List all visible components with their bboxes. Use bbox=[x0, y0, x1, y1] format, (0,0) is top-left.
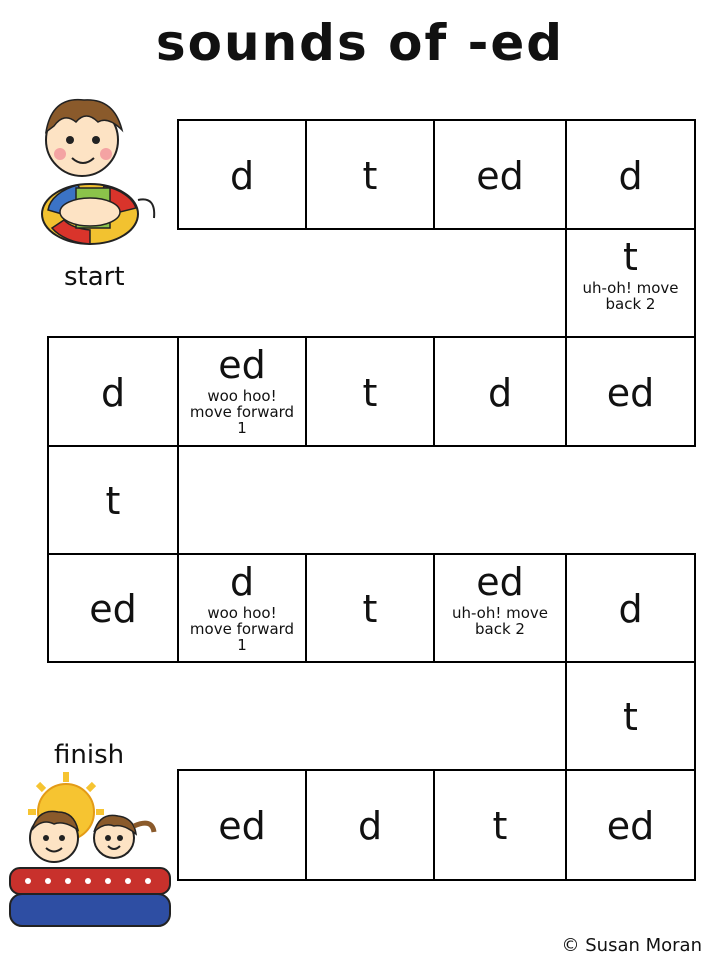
kids-pool-picture bbox=[8, 772, 174, 930]
finish-label: finish bbox=[54, 740, 125, 770]
space-sound: t bbox=[492, 804, 508, 848]
space-sound: ed bbox=[476, 153, 524, 198]
board-space bbox=[177, 119, 307, 230]
space-sound: ed bbox=[606, 804, 655, 848]
space-sound: d bbox=[229, 560, 255, 604]
space-sound: d bbox=[618, 587, 643, 631]
board-space bbox=[433, 553, 567, 663]
boy-swim-ring-picture bbox=[38, 92, 168, 264]
space-sound: d bbox=[487, 370, 513, 415]
board-space bbox=[433, 119, 567, 230]
board-space bbox=[305, 553, 435, 663]
board-space bbox=[47, 553, 179, 663]
space-sound: t bbox=[623, 235, 638, 279]
space-sound: d bbox=[618, 153, 643, 198]
board-space bbox=[305, 119, 435, 230]
space-sound: t bbox=[362, 153, 378, 198]
board-space bbox=[305, 769, 435, 881]
space-sound: t bbox=[105, 479, 121, 523]
board-space bbox=[565, 769, 696, 881]
board-space bbox=[565, 119, 696, 230]
space-sound: ed bbox=[89, 587, 137, 631]
board-space bbox=[305, 336, 435, 447]
page-title: sounds of -ed bbox=[155, 14, 565, 72]
space-instruction: woo hoo! move forward 1 bbox=[189, 604, 295, 654]
space-sound: ed bbox=[218, 343, 266, 387]
space-sound: t bbox=[362, 370, 378, 415]
space-sound: ed bbox=[606, 370, 655, 415]
board-space bbox=[177, 336, 307, 447]
copyright-text: © Susan Moran bbox=[561, 935, 702, 956]
space-sound: d bbox=[357, 804, 383, 848]
board-space bbox=[177, 769, 307, 881]
board-space bbox=[565, 661, 696, 771]
space-instruction: uh-oh! move back 2 bbox=[451, 604, 549, 638]
space-instruction: woo hoo! move forward 1 bbox=[189, 387, 295, 437]
space-sound: t bbox=[623, 695, 638, 739]
space-sound: t bbox=[362, 587, 378, 631]
space-sound: d bbox=[229, 153, 255, 198]
board-space bbox=[47, 445, 179, 555]
board-space bbox=[433, 769, 567, 881]
board-space bbox=[47, 336, 179, 447]
board-space bbox=[177, 553, 307, 663]
board-space bbox=[565, 553, 696, 663]
start-label: start bbox=[64, 262, 125, 292]
board-space bbox=[565, 336, 696, 447]
space-sound: d bbox=[100, 370, 126, 415]
board-space bbox=[433, 336, 567, 447]
board-space bbox=[565, 228, 696, 338]
space-sound: ed bbox=[476, 560, 524, 604]
space-sound: ed bbox=[218, 804, 266, 848]
space-instruction: uh-oh! move back 2 bbox=[582, 279, 679, 313]
